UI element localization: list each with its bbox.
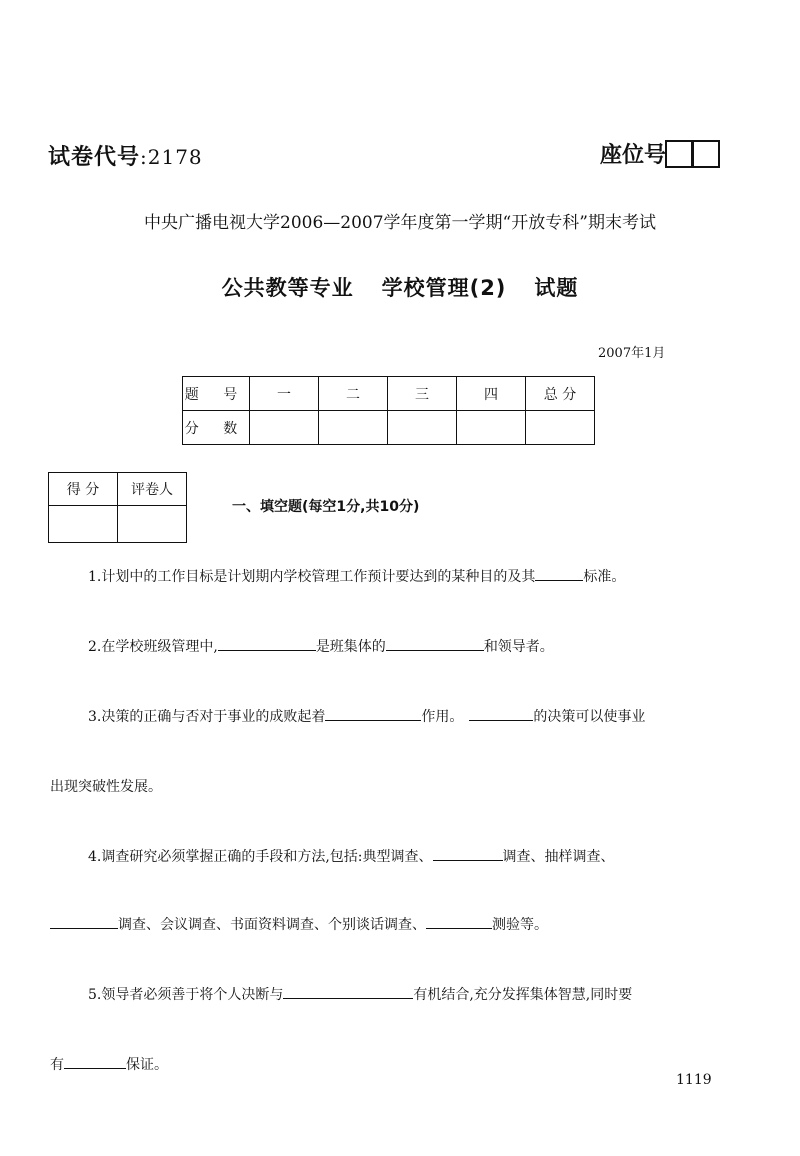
question-4-text: 调查、抽样调查、 [502,849,615,865]
exam-title-course: 学校管理(2) [381,276,507,300]
answer-blank [64,1054,126,1069]
score-table-header-row [183,377,595,411]
question-4-text: 测验等。 [492,917,548,933]
exam-title [0,272,800,302]
answer-blank [469,706,533,721]
answer-blank [386,636,484,651]
answer-blank [426,914,492,929]
seat-box-2 [692,140,720,168]
grader-table-cell: 评卷人 [118,473,187,506]
seat-number [600,138,720,169]
grader-table-cell: 得 分 [49,473,118,506]
question-2-text: 和领导者。 [483,639,554,655]
score-table-cell: 二 [319,377,388,411]
question-3-text: 作用。 [421,709,464,725]
university-line: 中央广播电视大学2006—2007学年度第一学期“开放专科”期末考试 [144,213,656,233]
grader-table-empty-cell [118,506,187,543]
page-number: 1119 [676,1072,712,1088]
answer-blank [218,636,316,651]
score-table-score-row [183,411,595,445]
question-5-text: 保证。 [126,1057,168,1073]
seat-box-1 [665,140,693,168]
score-table-empty-cell [526,411,595,445]
exam-title-suffix: 试题 [534,276,579,300]
score-table-cell: 三 [388,377,457,411]
question-1-text: 1.计划中的工作目标是计划期内学校管理工作预计要达到的某种目的及其 [88,569,536,585]
question-5-text: 有 [50,1057,64,1073]
score-table-cell: 分 数 [183,411,250,445]
section-title: 一、填空题(每空1分,共10分) [232,499,420,515]
grader-table-body-row [49,506,187,543]
question-2-text: 2.在学校班级管理中, [88,639,218,655]
score-table-cell: 总 分 [526,377,595,411]
exam-date: 2007年1月 [598,346,666,361]
seat-number-label: 座位号 [599,143,666,168]
paper-code-value: :2178 [140,145,203,169]
score-table-cell: 四 [457,377,526,411]
question-5-continued [50,1054,168,1074]
score-table-empty-cell [388,411,457,445]
score-table-empty-cell [319,411,388,445]
score-table-cell: 一 [250,377,319,411]
question-1-text: 标准。 [583,569,626,585]
question-5-text: 有机结合,充分发挥集体智慧,同时要 [413,987,633,1003]
question-3-text: 的决策可以使事业 [533,709,646,725]
grader-table-header-row [49,473,187,506]
question-4-continued [50,914,548,934]
score-table-empty-cell [457,411,526,445]
question-2 [88,636,554,656]
question-3-continued [50,776,162,796]
answer-blank [535,566,583,581]
paper-code-label: 试卷代号 [48,145,141,170]
question-5 [88,984,632,1004]
score-table-empty-cell [250,411,319,445]
question-4-text: 4.调查研究必须掌握正确的手段和方法,包括:典型调查、 [88,849,433,865]
grader-table-empty-cell [49,506,118,543]
question-4 [88,846,615,866]
answer-blank [325,706,421,721]
score-table [182,376,595,445]
answer-blank [283,984,413,999]
paper-code [48,140,203,171]
grader-table [48,472,187,543]
question-1 [88,566,625,586]
answer-blank [50,914,118,929]
question-3 [88,706,645,726]
score-table-cell: 题 号 [183,377,250,411]
question-5-text: 5.领导者必须善于将个人决断与 [88,987,284,1003]
question-3-text: 3.决策的正确与否对于事业的成败起着 [88,709,326,725]
exam-title-major: 公共教等专业 [221,276,354,300]
question-2-text: 是班集体的 [315,639,386,655]
question-4-text: 调查、会议调查、书面资料调查、个别谈话调查、 [118,917,426,933]
question-3-text: 出现突破性发展。 [50,779,162,795]
answer-blank [433,846,503,861]
